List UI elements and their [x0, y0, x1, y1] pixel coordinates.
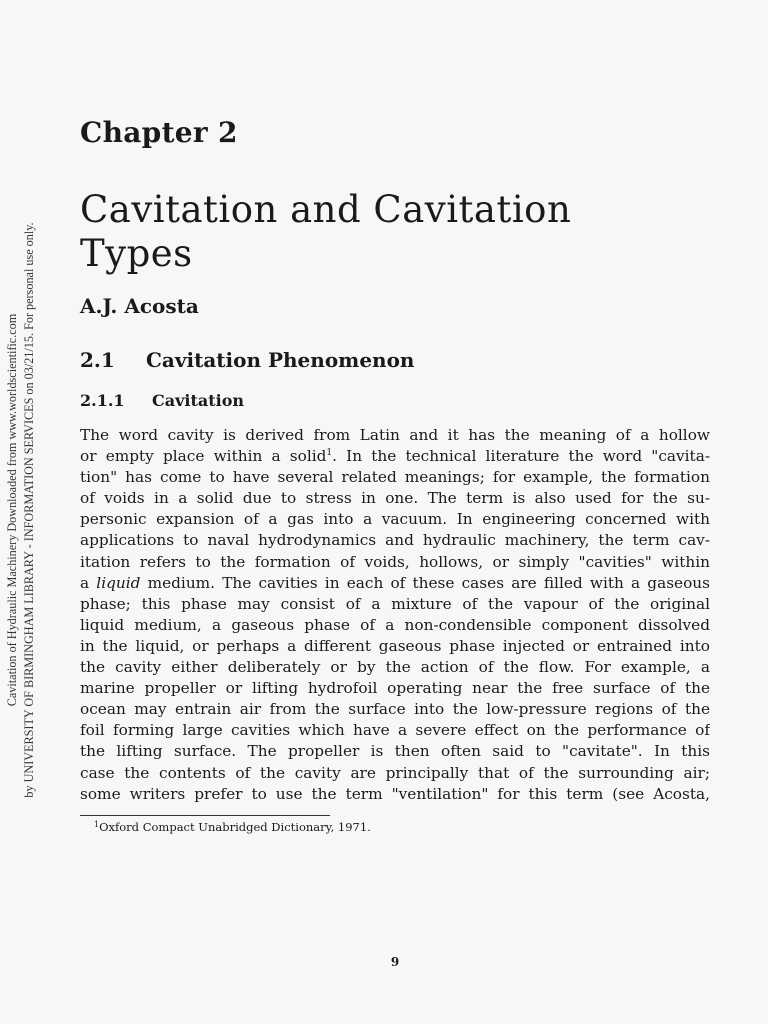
- body-line: foil forming large cavities which have a severe effect on the performance of: [80, 721, 710, 740]
- author-name: A.J. Acosta: [80, 294, 199, 318]
- emphasis-liquid: liquid: [96, 573, 141, 592]
- body-line: in the liquid, or perhaps a different gaseous phase injected or entrained into: [80, 636, 710, 655]
- subsection-heading: [80, 391, 244, 410]
- section-heading: [80, 348, 414, 372]
- subsection-title: Cavitation: [152, 391, 245, 410]
- body-line: personic expansion of a gas into a vacuum. In engineering concerned with: [80, 510, 710, 529]
- chapter-title-line-1: Cavitation and Cavitation: [80, 188, 572, 231]
- body-line: case the contents of the cavity are principally that of the surrounding air;: [80, 763, 710, 782]
- body-line: liquid medium, a gaseous phase of a non-condensible component dissolved: [80, 615, 710, 634]
- chapter-title-line-2: Types: [80, 232, 193, 275]
- watermark-line-1: Cavitation of Hydraulic Machinery Downloaded from www.worldscientific.com: [5, 313, 19, 707]
- chapter-label: Chapter 2: [80, 116, 238, 149]
- body-line: ocean may entrain air from the surface into the low-pressure regions of the: [80, 700, 710, 719]
- page-number: 9: [390, 955, 400, 969]
- body-line: or empty place within a solid$^1$. In the technical literature the word "cavita-: [80, 447, 710, 466]
- footnote-text: Oxford Compact Unabridged Dictionary, 1971.: [99, 820, 371, 834]
- footnote-divider: [80, 815, 330, 816]
- body-line: tion" has come to have several related meanings; for example, the formation: [80, 468, 710, 487]
- body-line: marine propeller or lifting hydrofoil operating near the free surface of the: [80, 679, 710, 698]
- body-line: the lifting surface. The propeller is then often said to "cavitate". In this: [80, 742, 710, 761]
- body-line: the cavity either deliberately or by the action of the flow. For example, a: [80, 658, 710, 677]
- subsection-number: 2.1.1: [80, 391, 125, 410]
- section-title: Cavitation Phenomenon: [146, 348, 415, 372]
- body-line: of voids in a solid due to stress in one. The term is also used for the su-: [80, 489, 710, 508]
- body-paragraph: [80, 425, 710, 805]
- section-number: 2.1: [80, 348, 115, 372]
- watermark-line-2: by UNIVERSITY OF BIRMINGHAM LIBRARY - INFORMATION SERVICES on 03/21/15. For personal use only.: [22, 222, 36, 798]
- body-line: applications to naval hydrodynamics and hydraulic machinery, the term cav-: [80, 531, 710, 550]
- body-line: phase; this phase may consist of a mixture of the vapour of the original: [80, 594, 710, 613]
- footnote: [94, 820, 371, 834]
- body-line: some writers prefer to use the term "ventilation" for this term (see Acosta,: [80, 784, 710, 803]
- body-line: a liquid medium. The cavities in each of these cases are filled with a gaseous: [80, 573, 710, 592]
- body-line: itation refers to the formation of voids, hollows, or simply "cavities" within: [80, 552, 710, 571]
- footnote-ref-link[interactable]: 1: [326, 448, 333, 459]
- footnote-mark: 1: [94, 820, 100, 829]
- download-watermark: [4, 190, 46, 830]
- chapter-title: [80, 188, 571, 276]
- body-line: The word cavity is derived from Latin and it has the meaning of a hollow: [80, 426, 710, 444]
